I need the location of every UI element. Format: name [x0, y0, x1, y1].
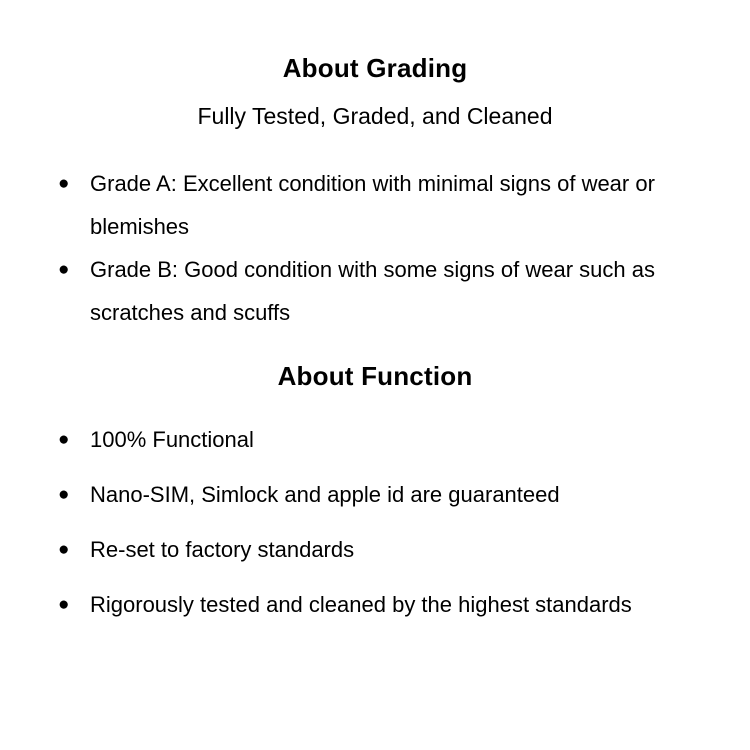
- tested-cleaned-text: Rigorously tested and cleaned by the highest standards: [90, 592, 632, 617]
- functional-text: 100% Functional: [90, 427, 254, 452]
- function-bullet-list: [58, 418, 692, 626]
- grading-bullet-list: [58, 162, 692, 334]
- grading-subtitle: Fully Tested, Graded, and Cleaned: [197, 103, 553, 129]
- bullet-icon: ●: [58, 484, 70, 505]
- grade-a-text: Grade A: Excellent condition with minimal signs of wear or blemishes: [90, 171, 655, 239]
- about-grading-title: About Grading: [282, 53, 468, 83]
- bullet-icon: ●: [58, 173, 70, 194]
- grade-b-text: Grade B: Good condition with some signs of wear such as scratches and scuffs: [90, 257, 655, 325]
- bullet-icon: ●: [58, 539, 70, 560]
- factory-reset-text: Re-set to factory standards: [90, 537, 355, 562]
- bullet-icon: ●: [58, 259, 70, 280]
- list-item: [58, 418, 692, 461]
- list-item: [58, 248, 692, 334]
- sim-guarantee-text: Nano-SIM, Simlock and apple id are guaranteed: [90, 482, 560, 507]
- list-item: [58, 583, 692, 626]
- list-item: [58, 162, 692, 248]
- about-function-title: About Function: [277, 361, 473, 391]
- bullet-icon: ●: [58, 429, 70, 450]
- list-item: [58, 473, 692, 516]
- bullet-icon: ●: [58, 594, 70, 615]
- list-item: [58, 528, 692, 571]
